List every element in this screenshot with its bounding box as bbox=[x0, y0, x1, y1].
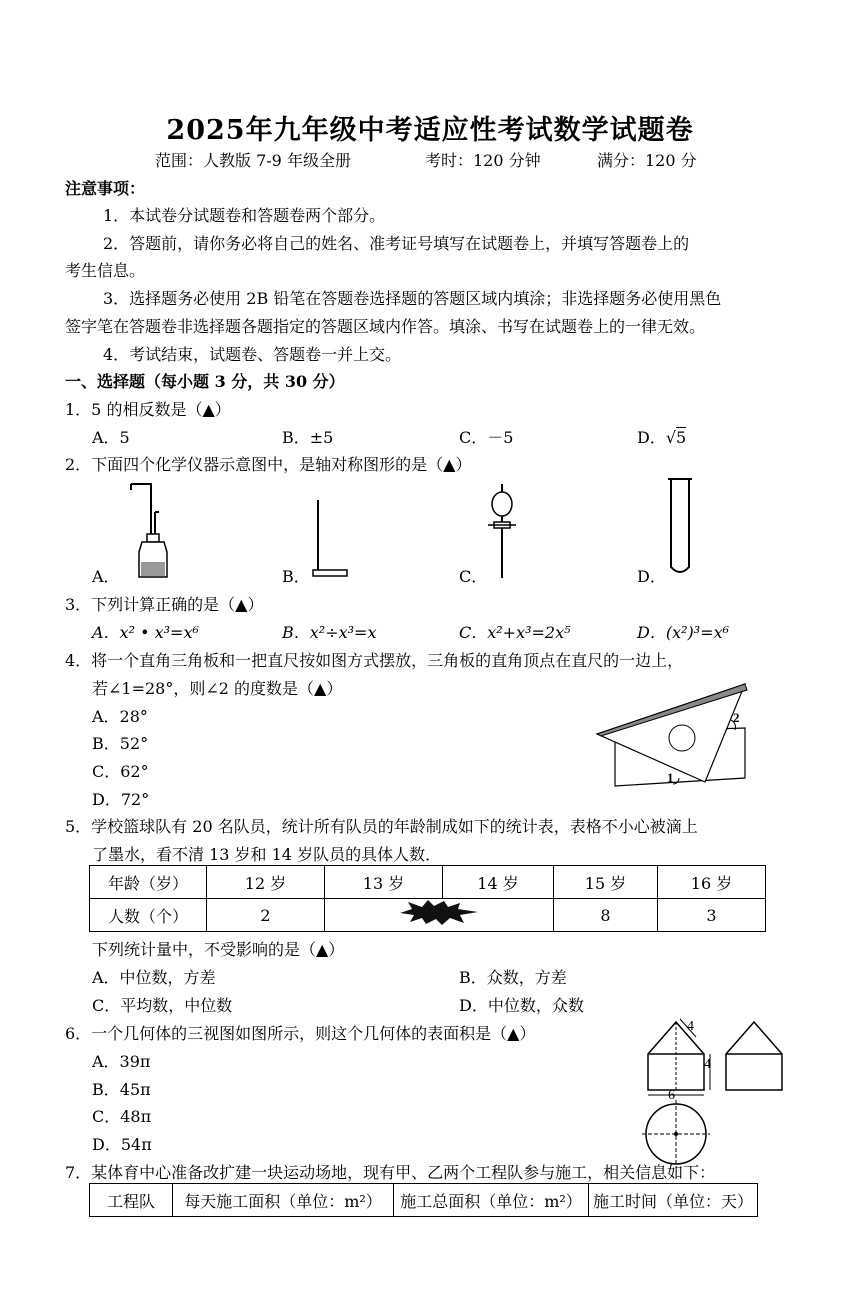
q5-option-d: D．中位数，众数 bbox=[459, 996, 584, 1015]
q1-option-c: C．－5 bbox=[459, 428, 514, 447]
q4-option-b: B．52° bbox=[92, 734, 149, 753]
table-cell: 每天施工面积（单位：m²） bbox=[173, 1184, 394, 1217]
height-dimension: 4 bbox=[704, 1057, 711, 1072]
exam-time: 考时：120 分钟 bbox=[425, 151, 541, 170]
q2-option-a: A． bbox=[92, 567, 120, 586]
table-cell: 16 岁 bbox=[658, 866, 766, 899]
q1-stem: 1．5 的相反数是（▲） bbox=[65, 400, 231, 419]
q6-option-d: D．54π bbox=[92, 1135, 152, 1154]
note-2b: 考生信息。 bbox=[65, 261, 146, 280]
gas-bottle-icon bbox=[125, 482, 170, 582]
q3-option-d: D．(x²)³=x⁶ bbox=[637, 623, 730, 642]
q6-option-a: A．39π bbox=[92, 1052, 151, 1071]
table-cell: 3 bbox=[658, 899, 766, 932]
test-tube-icon bbox=[666, 477, 696, 579]
table-cell: 15 岁 bbox=[554, 866, 658, 899]
table-cell: 14 岁 bbox=[443, 866, 554, 899]
q6-option-b: B．45π bbox=[92, 1080, 151, 1099]
q3-option-c: C．x²+x³=2x⁵ bbox=[459, 623, 571, 642]
q2-stem: 2．下面四个化学仪器示意图中，是轴对称图形的是（▲） bbox=[65, 455, 472, 474]
table-row bbox=[90, 1184, 758, 1217]
q1-option-b: B．±5 bbox=[282, 428, 334, 447]
q1-option-a: A．5 bbox=[92, 428, 130, 447]
section-heading: 一、选择题（每小题 3 分，共 30 分） bbox=[65, 372, 345, 391]
width-dimension: 6 bbox=[668, 1088, 675, 1103]
q4-option-a: A．28° bbox=[92, 707, 148, 726]
q1-option-d-radicand: 5 bbox=[676, 428, 687, 447]
slant-dimension: 4 bbox=[687, 1019, 694, 1034]
q5-option-c: C．平均数，中位数 bbox=[92, 996, 233, 1015]
angle-2-label: 2 bbox=[733, 710, 740, 725]
table-cell: 施工总面积（单位：m²） bbox=[394, 1184, 589, 1217]
q6-stem: 6．一个几何体的三视图如图所示，则这个几何体的表面积是（▲） bbox=[65, 1024, 536, 1043]
table-cell: 施工时间（单位：天） bbox=[589, 1184, 758, 1217]
q3-option-b: B．x²÷x³=x bbox=[282, 623, 377, 642]
exam-scope: 范围：人教版 7-9 年级全册 bbox=[155, 151, 351, 170]
table-cell: 13 岁 bbox=[325, 866, 443, 899]
q3-stem: 3．下列计算正确的是（▲） bbox=[65, 595, 264, 614]
sqrt-icon: √ bbox=[665, 428, 677, 447]
table-cell: 年龄（岁） bbox=[90, 866, 207, 899]
q4-option-d: D．72° bbox=[92, 790, 150, 809]
q2-option-c: C． bbox=[459, 567, 488, 586]
notes-heading: 注意事项： bbox=[65, 179, 146, 198]
q5-option-b: B．众数，方差 bbox=[459, 968, 567, 987]
ink-blot-icon bbox=[398, 900, 480, 926]
three-views-figure bbox=[640, 1010, 800, 1175]
table-cell: 人数（个） bbox=[90, 899, 207, 932]
exam-score: 满分：120 分 bbox=[597, 151, 697, 170]
table-row bbox=[90, 899, 766, 932]
separatory-funnel-icon bbox=[485, 482, 525, 580]
table-row bbox=[90, 866, 766, 899]
team-table bbox=[89, 1183, 758, 1217]
q1-option-d-prefix: D． bbox=[637, 428, 666, 447]
q5-stem-1: 5．学校篮球队有 20 名队员，统计所有队员的年龄制成如下的统计表，表格不小心被滴上 bbox=[65, 817, 698, 836]
table-cell: 工程队 bbox=[90, 1184, 173, 1217]
note-3a: 3．选择题务必使用 2B 铅笔在答题卷选择题的答题区域内填涂；非选择题务必使用黑色 bbox=[103, 289, 722, 308]
page-title: 2025年九年级中考适应性考试数学试题卷 bbox=[166, 115, 694, 146]
q2-option-d: D． bbox=[637, 567, 666, 586]
age-table bbox=[89, 865, 766, 932]
note-2a: 2．答题前，请你务必将自己的姓名、准考证号填写在试题卷上，并填写答题卷上的 bbox=[103, 234, 690, 253]
q4-option-c: C．62° bbox=[92, 762, 149, 781]
q5-stem-2: 了墨水，看不清 13 岁和 14 岁队员的具体人数． bbox=[92, 845, 442, 864]
table-cell: 2 bbox=[207, 899, 325, 932]
iron-stand-icon bbox=[305, 498, 350, 580]
note-1: 1．本试卷分试题卷和答题卷两个部分。 bbox=[103, 206, 386, 225]
note-3b: 签字笔在答题卷非选择题各题指定的答题区域内作答。填涂、书写在试题卷上的一律无效。 bbox=[65, 317, 706, 336]
q5-question: 下列统计量中，不受影响的是（▲） bbox=[92, 940, 345, 959]
q3-option-a: A．x² • x³=x⁶ bbox=[92, 623, 199, 642]
q1-option-d bbox=[637, 425, 686, 448]
q2-option-b: B． bbox=[282, 567, 310, 586]
ruler-triangle-figure bbox=[595, 680, 755, 790]
table-cell: 8 bbox=[554, 899, 658, 932]
q5-option-a: A．中位数，方差 bbox=[92, 968, 216, 987]
q7-stem: 7．某体育中心准备改扩建一块运动场地，现有甲、乙两个工程队参与施工，相关信息如下： bbox=[65, 1163, 716, 1182]
q6-option-c: C．48π bbox=[92, 1107, 152, 1126]
q4-stem-2: 若∠1=28°，则∠2 的度数是（▲） bbox=[92, 679, 343, 698]
angle-1-label: 1 bbox=[667, 770, 674, 785]
note-4: 4．考试结束，试题卷、答题卷一并上交。 bbox=[103, 345, 402, 364]
q4-stem-1: 4．将一个直角三角板和一把直尺按如图方式摆放，三角板的直角顶点在直尺的一边上， bbox=[65, 651, 684, 670]
ink-blot-cell bbox=[325, 899, 554, 932]
table-cell: 12 岁 bbox=[207, 866, 325, 899]
